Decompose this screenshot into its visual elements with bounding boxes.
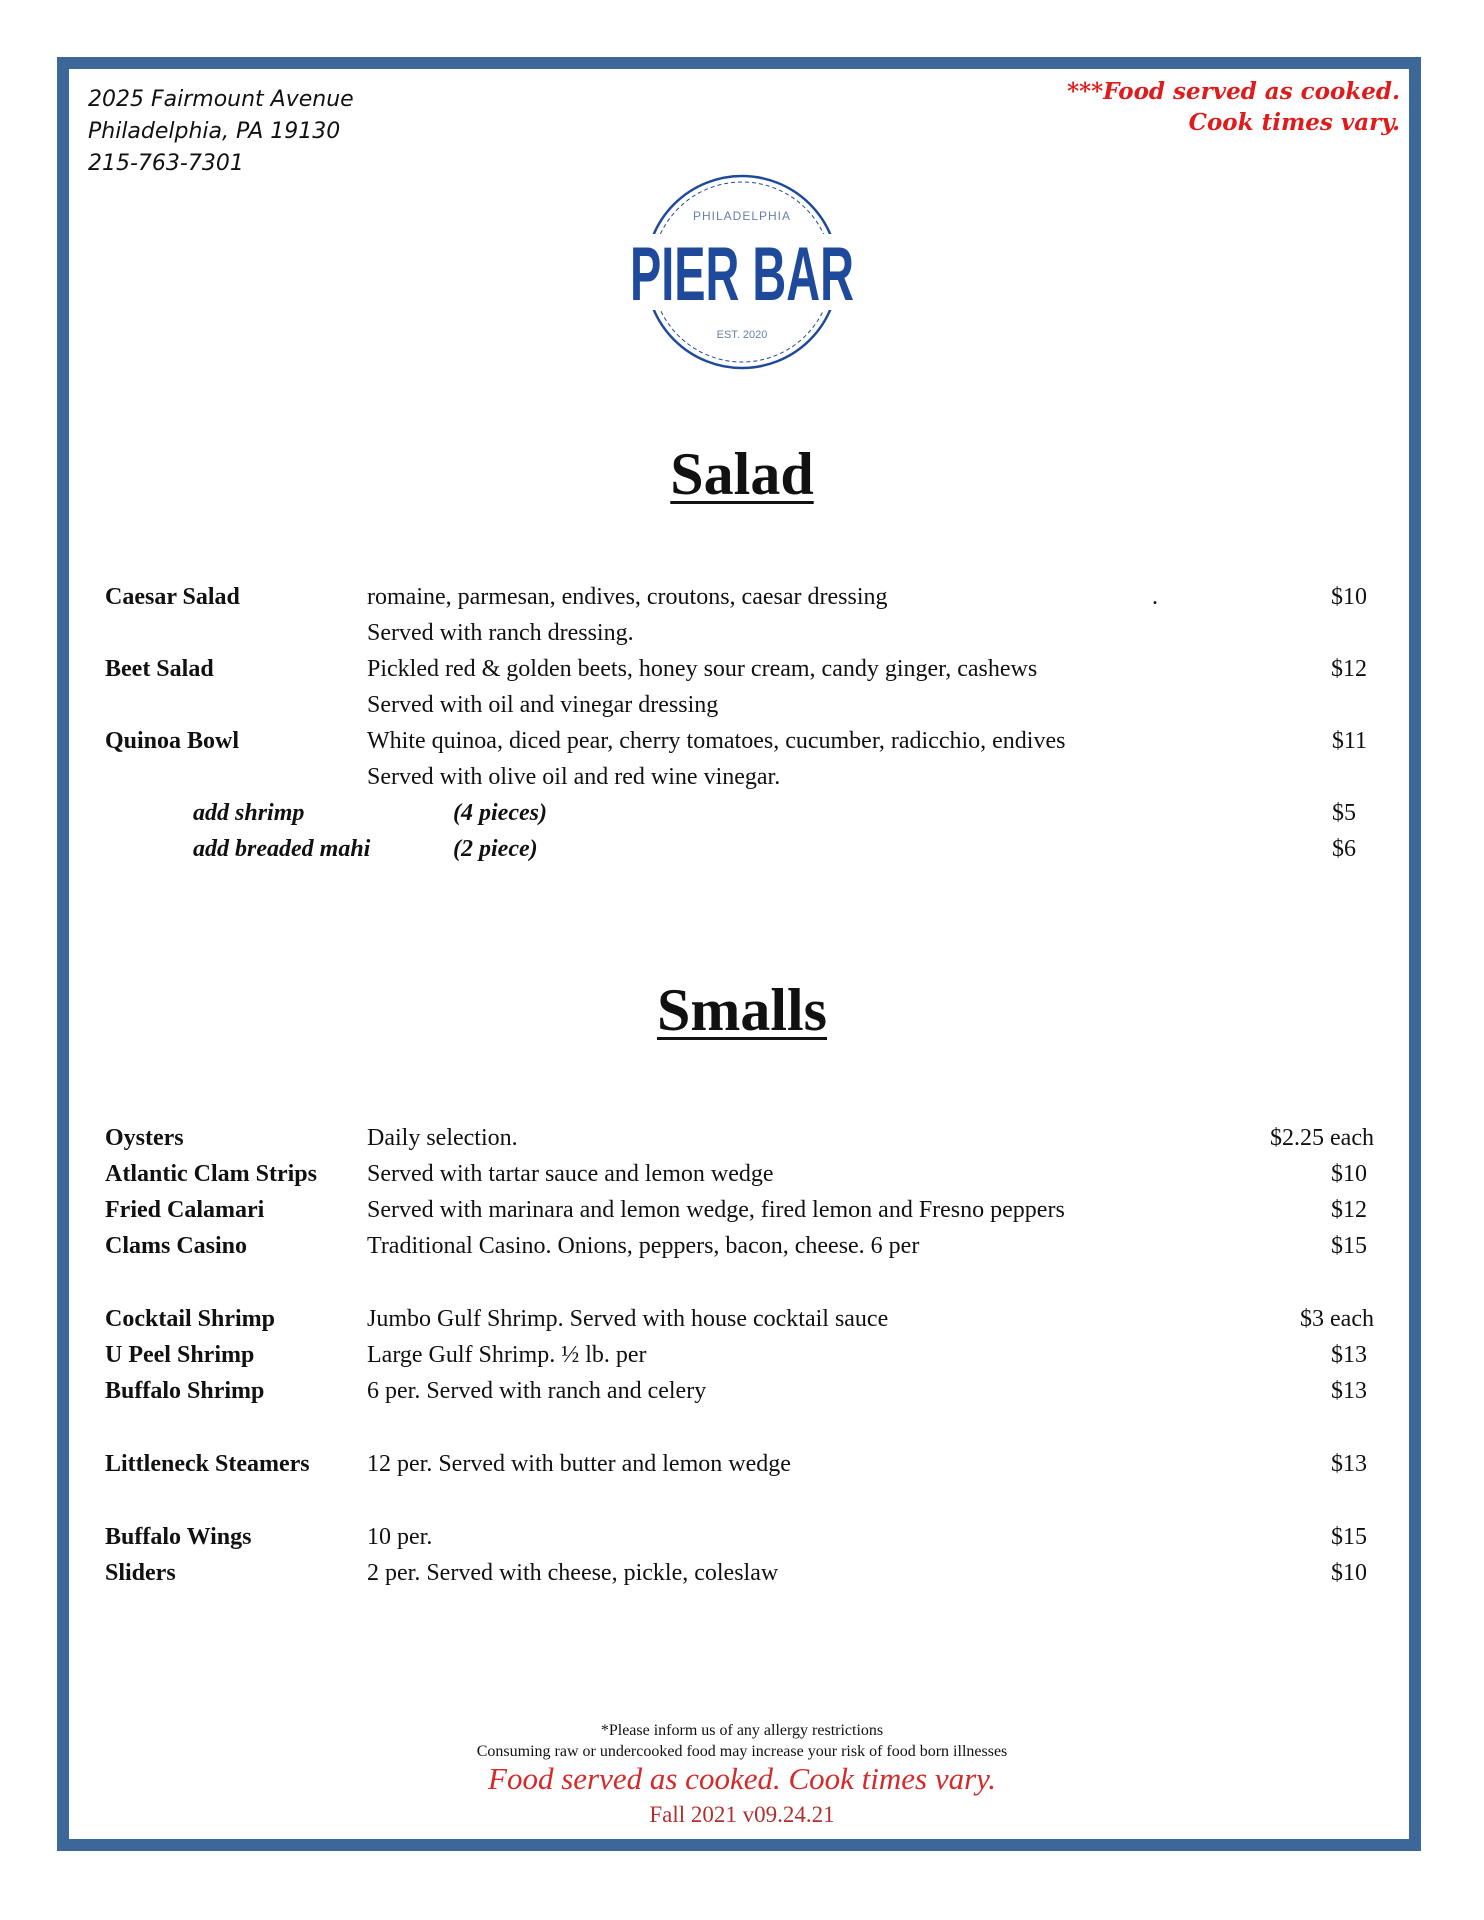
item-name: Cocktail Shrimp	[105, 1306, 276, 1332]
menu-item-detail	[0, 764, 1484, 800]
item-description: Jumbo Gulf Shrimp. Served with house cocktail sauce	[367, 1306, 889, 1332]
menu-item	[0, 1451, 1484, 1487]
item-price: $11	[1331, 728, 1367, 754]
item-price: $13	[1331, 1342, 1367, 1368]
item-name: Littleneck Steamers	[105, 1451, 310, 1477]
logo-main-text: PIER BAR	[630, 232, 854, 317]
pier-bar-logo	[627, 172, 857, 372]
item-price: $10	[1331, 1161, 1367, 1187]
item-price: $13	[1331, 1451, 1367, 1477]
item-description: Large Gulf Shrimp. ½ lb. per	[367, 1342, 647, 1368]
cook-notice-line-2: Cook times vary.	[1188, 109, 1400, 136]
item-description: Served with olive oil and red wine vinegar.	[367, 764, 781, 790]
item-price: $12	[1331, 656, 1367, 682]
address-line-2: Philadelphia, PA 19130	[88, 119, 341, 144]
item-description: Served with tartar sauce and lemon wedge	[367, 1161, 774, 1187]
item-name: Quinoa Bowl	[105, 728, 240, 754]
menu-item	[0, 1197, 1484, 1233]
item-description: Pickled red & golden beets, honey sour cream, candy ginger, cashews	[367, 656, 1038, 682]
menu-item	[0, 1378, 1484, 1414]
menu-item	[0, 1342, 1484, 1378]
item-name: Oysters	[105, 1125, 184, 1151]
item-description: 10 per.	[367, 1524, 433, 1550]
menu-item	[0, 728, 1484, 764]
menu-item	[0, 1524, 1484, 1560]
menu-item-detail	[0, 620, 1484, 656]
salad-addon	[0, 836, 1484, 872]
logo-top-text: PHILADELPHIA	[692, 209, 792, 223]
item-price: $10	[1331, 584, 1367, 610]
item-price: $15	[1331, 1524, 1367, 1550]
cook-time-footer: Food served as cooked. Cook times vary.	[488, 1761, 996, 1796]
addon-price: $6	[1332, 836, 1356, 862]
item-description: Served with marinara and lemon wedge, fired lemon and Fresno peppers	[367, 1197, 1065, 1223]
logo-bottom-text: EST. 2020	[716, 329, 768, 341]
food-safety-warning: Consuming raw or undercooked food may increase your risk of food born illnesses	[476, 1743, 1008, 1760]
menu-item-detail	[0, 692, 1484, 728]
item-description: 12 per. Served with butter and lemon wedge	[367, 1451, 791, 1477]
item-price: $15	[1331, 1233, 1367, 1259]
smalls-heading: Smalls	[656, 977, 828, 1043]
item-name: Sliders	[105, 1560, 176, 1586]
item-description: Traditional Casino. Onions, peppers, bacon, cheese. 6 per	[367, 1233, 920, 1259]
item-description: White quinoa, diced pear, cherry tomatoes, cucumber, radicchio, endives	[367, 728, 1066, 754]
menu-version: Fall 2021 v09.24.21	[649, 1802, 835, 1827]
phone-number: 215-763-7301	[88, 151, 244, 176]
menu-item	[0, 656, 1484, 692]
cook-notice-line-1: ***Food served as cooked.	[1067, 78, 1400, 105]
menu-item	[0, 1161, 1484, 1197]
item-name: Atlantic Clam Strips	[105, 1161, 317, 1187]
item-description: Served with oil and vinegar dressing	[367, 692, 719, 718]
item-description: 2 per. Served with cheese, pickle, coleslaw	[367, 1560, 779, 1586]
addon-quantity: (4 pieces)	[453, 800, 547, 826]
item-description: 6 per. Served with ranch and celery	[367, 1378, 707, 1404]
menu-item	[0, 584, 1484, 620]
restaurant-address	[88, 84, 354, 180]
addon-price: $5	[1332, 800, 1356, 826]
stray-dot: .	[1152, 584, 1158, 610]
menu-item	[0, 1306, 1484, 1342]
item-description: Served with ranch dressing.	[367, 620, 634, 646]
addon-name: add breaded mahi	[193, 836, 371, 862]
salad-heading: Salad	[670, 441, 814, 507]
addon-name: add shrimp	[193, 800, 305, 826]
item-name: U Peel Shrimp	[105, 1342, 255, 1368]
menu-item	[0, 1560, 1484, 1596]
salad-addon	[0, 800, 1484, 836]
item-name: Buffalo Wings	[105, 1524, 252, 1550]
item-name: Beet Salad	[105, 656, 214, 682]
item-description: romaine, parmesan, endives, croutons, caesar dressing	[367, 584, 888, 610]
address-line-1: 2025 Fairmount Avenue	[88, 87, 354, 112]
item-description: Daily selection.	[367, 1125, 518, 1151]
item-name: Caesar Salad	[105, 584, 240, 610]
menu-item	[0, 1125, 1484, 1161]
item-price: $13	[1331, 1378, 1367, 1404]
item-price: $12	[1331, 1197, 1367, 1223]
menu-item	[0, 1233, 1484, 1269]
item-price: $10	[1331, 1560, 1367, 1586]
addon-quantity: (2 piece)	[453, 836, 538, 862]
item-price: $2.25 each	[1270, 1125, 1374, 1151]
item-price: $3 each	[1300, 1306, 1374, 1332]
allergy-note: *Please inform us of any allergy restrictions	[600, 1722, 884, 1739]
cook-time-notice	[1067, 76, 1400, 138]
item-name: Fried Calamari	[105, 1197, 265, 1223]
item-name: Buffalo Shrimp	[105, 1378, 265, 1404]
item-name: Clams Casino	[105, 1233, 248, 1259]
